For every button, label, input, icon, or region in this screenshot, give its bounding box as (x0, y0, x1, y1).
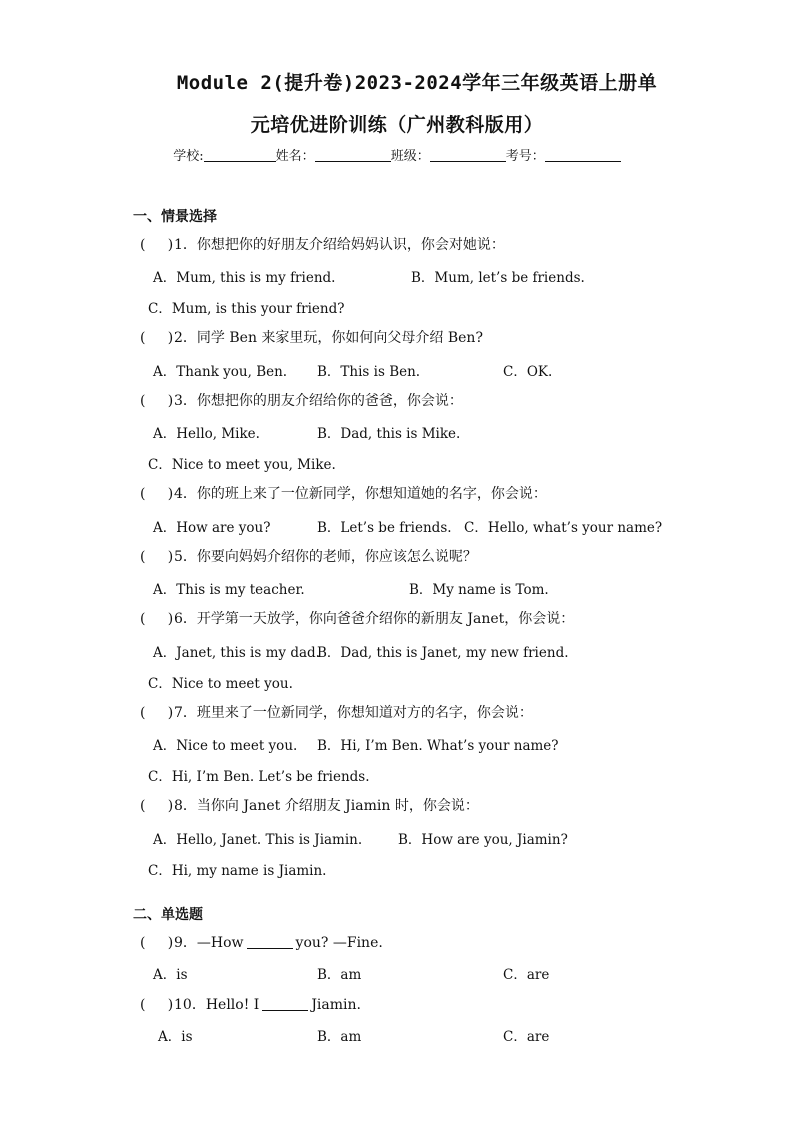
answer-paren[interactable]: ( ) (140, 549, 174, 565)
question-number: 5． (174, 549, 197, 565)
question-2 (140, 327, 483, 347)
name-label: 姓名： (275, 149, 315, 164)
question-5 (140, 546, 477, 566)
school-blank[interactable] (204, 147, 276, 162)
question-number: 1． (174, 237, 197, 253)
title-line-2: 元培优进阶训练（广州教科版用） (250, 114, 544, 136)
option-b: B．How are you, Jiamin? (398, 832, 568, 848)
option-b: B．Mum, let’s be friends. (411, 270, 585, 286)
question-3 (140, 390, 463, 410)
option-a: A．Hello, Mike. (153, 426, 260, 442)
question-4 (140, 483, 547, 503)
question-text-before: Hello! I (205, 997, 260, 1013)
fill-in-blank[interactable] (247, 935, 293, 949)
option-b: B．am (317, 967, 362, 983)
option-c: C．Hi, I’m Ben. Let’s be friends. (148, 769, 370, 785)
question-10 (140, 994, 361, 1014)
class-blank[interactable] (430, 147, 506, 162)
question-text: 同学 Ben 来家里玩，你如何向父母介绍 Ben? (196, 330, 483, 346)
question-text-before: —How (196, 935, 244, 951)
option-b: B．Hi, I’m Ben. What’s your name? (317, 738, 559, 754)
question-number: 3． (174, 393, 197, 409)
question-number: 7． (174, 705, 197, 721)
question-1 (140, 234, 505, 254)
option-b: B．My name is Tom. (409, 582, 549, 598)
option-a: A．This is my teacher. (153, 582, 305, 598)
question-number: 4． (174, 486, 197, 502)
option-b: B．This is Ben. (317, 364, 421, 380)
number-label: 考号： (505, 149, 545, 164)
fill-in-blank[interactable] (262, 997, 308, 1011)
answer-paren[interactable]: ( ) (140, 486, 174, 502)
answer-paren[interactable]: ( ) (140, 237, 174, 253)
class-label: 班级： (390, 149, 430, 164)
option-a: A．Janet, this is my dad. (153, 645, 320, 661)
option-c: C．are (503, 1029, 550, 1045)
question-number: 9． (174, 935, 197, 951)
option-a: A．Nice to meet you. (153, 738, 298, 754)
question-text: 班里来了一位新同学，你想知道对方的名字，你会说： (196, 705, 533, 721)
answer-paren[interactable]: ( ) (140, 997, 174, 1013)
answer-paren[interactable]: ( ) (140, 611, 174, 627)
section-heading: 二、单选题 (133, 907, 203, 923)
question-9 (140, 932, 383, 952)
option-a: A．is (158, 1029, 193, 1045)
option-c: C．Hi, my name is Jiamin. (148, 863, 327, 879)
option-a: A．Mum, this is my friend. (153, 270, 336, 286)
option-c: C．Nice to meet you, Mike. (148, 457, 336, 473)
name-blank[interactable] (315, 147, 391, 162)
option-b: B．Let’s be friends. (317, 520, 452, 536)
title-line-1: Module 2(提升卷)2023-2024学年三年级英语上册单 (176, 72, 658, 94)
student-info-row (0, 145, 794, 164)
answer-paren[interactable]: ( ) (140, 705, 174, 721)
question-number: 6． (174, 611, 197, 627)
option-a: A．Thank you, Ben. (153, 364, 288, 380)
question-text: 当你向 Janet 介绍朋友 Jiamin 时，你会说： (196, 798, 479, 814)
answer-paren[interactable]: ( ) (140, 393, 174, 409)
question-text: 你想把你的好朋友介绍给妈妈认识，你会对她说： (196, 237, 505, 253)
option-b: B．am (317, 1029, 362, 1045)
question-7 (140, 702, 533, 722)
number-blank[interactable] (545, 147, 621, 162)
option-c: C．are (503, 967, 550, 983)
question-6 (140, 608, 574, 628)
option-c: C．OK. (503, 364, 553, 380)
answer-paren[interactable]: ( ) (140, 798, 174, 814)
option-b: B．Dad, this is Mike. (317, 426, 461, 442)
option-c: C．Mum, is this your friend? (148, 301, 345, 317)
answer-paren[interactable]: ( ) (140, 935, 174, 951)
section-heading: 一、情景选择 (133, 209, 217, 225)
school-label: 学校: (173, 149, 204, 164)
option-a: A．is (153, 967, 188, 983)
question-text: 开学第一天放学，你向爸爸介绍你的新朋友 Janet，你会说： (196, 611, 575, 627)
question-8 (140, 795, 479, 815)
question-text: 你要向妈妈介绍你的老师，你应该怎么说呢？ (196, 549, 477, 565)
question-text: 你的班上来了一位新同学，你想知道她的名字，你会说： (196, 486, 547, 502)
question-number: 2． (174, 330, 197, 346)
option-a: A．How are you? (153, 520, 271, 536)
question-number: 10． (174, 997, 206, 1013)
option-c: C．Hello, what’s your name? (464, 520, 663, 536)
question-text-after: you? —Fine. (295, 935, 383, 951)
question-number: 8． (174, 798, 197, 814)
option-c: C．Nice to meet you. (148, 676, 293, 692)
answer-paren[interactable]: ( ) (140, 330, 174, 346)
question-text: 你想把你的朋友介绍给你的爸爸，你会说： (196, 393, 463, 409)
question-text-after: Jiamin. (311, 997, 361, 1013)
option-b: B．Dad, this is Janet, my new friend. (317, 645, 569, 661)
option-a: A．Hello, Janet. This is Jiamin. (153, 832, 363, 848)
